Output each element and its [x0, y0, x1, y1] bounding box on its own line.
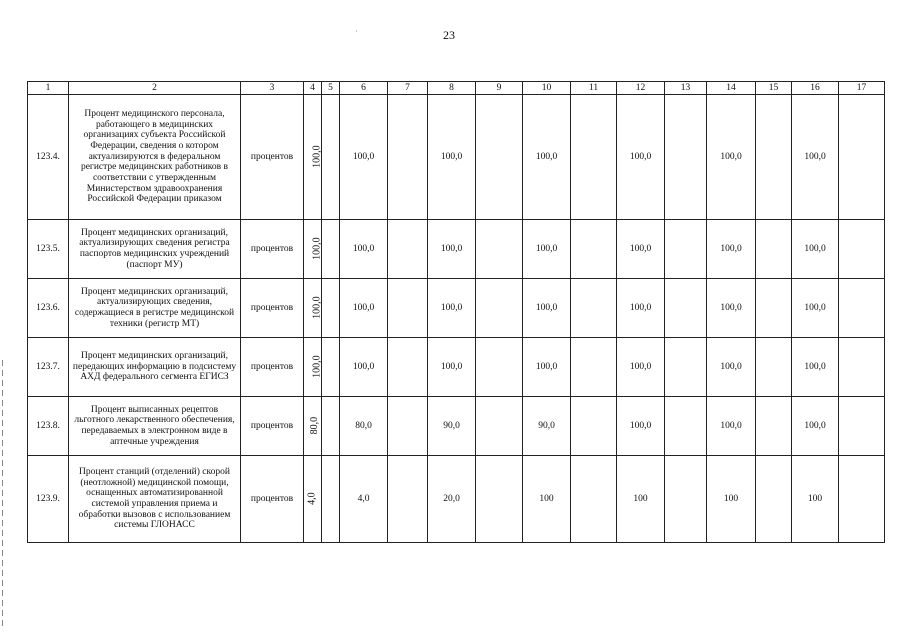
base-value-cell — [304, 95, 322, 220]
empty-cell — [665, 456, 707, 543]
empty-cell — [322, 338, 340, 397]
indicator-description: Процент станций (отделений) скорой (неотложной) медицинской помощи, оснащенных автоматизированной системой управления приема и обработки вызовов с использованием системы ГЛОНАСС — [69, 456, 241, 543]
value-cell: 100 — [707, 456, 756, 543]
header-cell: 17 — [839, 82, 885, 95]
value-cell: 100,0 — [617, 279, 665, 338]
value-cell: 100,0 — [617, 338, 665, 397]
header-cell: 7 — [388, 82, 428, 95]
empty-cell — [322, 279, 340, 338]
value-cell: 100,0 — [523, 338, 571, 397]
base-value-cell — [304, 279, 322, 338]
indicator-description: Процент медицинского персонала, работающего в медицинских организациях субъекта Российской Федерации, сведения о котором актуализируются в федеральном регистре медицинских работников в соответствии с утвержденным Министерством здравоохранения Российской Федерации приказом — [69, 95, 241, 220]
empty-cell — [388, 397, 428, 456]
header-cell: 2 — [69, 82, 241, 95]
table-row — [28, 220, 885, 279]
empty-cell — [756, 220, 792, 279]
value-cell: 100,0 — [792, 279, 839, 338]
value-cell: 100,0 — [792, 338, 839, 397]
empty-cell — [476, 95, 523, 220]
empty-cell — [571, 456, 617, 543]
value-cell: 100,0 — [523, 95, 571, 220]
empty-cell — [571, 95, 617, 220]
unit-cell: процентов — [241, 397, 304, 456]
value-cell: 100,0 — [707, 220, 756, 279]
header-cell: 14 — [707, 82, 756, 95]
base-value: 80,0 — [309, 417, 321, 435]
header-cell: 4 — [304, 82, 322, 95]
empty-cell — [476, 279, 523, 338]
empty-cell — [756, 397, 792, 456]
value-cell: 100,0 — [617, 397, 665, 456]
value-cell: 100,0 — [707, 397, 756, 456]
value-cell: 100,0 — [340, 220, 388, 279]
value-cell: 4,0 — [340, 456, 388, 543]
value-cell: 80,0 — [340, 397, 388, 456]
row-number: 123.5. — [28, 220, 69, 279]
base-value-cell — [304, 456, 322, 543]
empty-cell — [839, 338, 885, 397]
value-cell: 90,0 — [428, 397, 476, 456]
empty-cell — [476, 397, 523, 456]
empty-cell — [571, 220, 617, 279]
empty-cell — [322, 456, 340, 543]
header-cell: 12 — [617, 82, 665, 95]
scan-edge-artifact — [2, 360, 3, 630]
indicator-description: Процент медицинских организаций, передающих информацию в подсистему АХД федерального сегмента ЕГИСЗ — [69, 338, 241, 397]
indicator-description: Процент медицинских организаций, актуализирующих сведения регистра паспортов медицинских учреждений (паспорт МУ) — [69, 220, 241, 279]
empty-cell — [839, 456, 885, 543]
base-value: 4,0 — [306, 492, 318, 506]
empty-cell — [756, 279, 792, 338]
value-cell: 100,0 — [617, 220, 665, 279]
indicator-description: Процент медицинских организаций, актуализирующих сведения, содержащиеся в регистре медицинской техники (регистр МТ) — [69, 279, 241, 338]
value-cell: 100,0 — [523, 220, 571, 279]
value-cell: 100 — [617, 456, 665, 543]
table-row — [28, 338, 885, 397]
empty-cell — [476, 338, 523, 397]
value-cell: 100,0 — [792, 397, 839, 456]
unit-cell: процентов — [241, 220, 304, 279]
value-cell: 100,0 — [428, 95, 476, 220]
empty-cell — [476, 220, 523, 279]
empty-cell — [756, 95, 792, 220]
row-number: 123.8. — [28, 397, 69, 456]
header-cell: 9 — [476, 82, 523, 95]
value-cell: 100,0 — [340, 95, 388, 220]
table-row — [28, 397, 885, 456]
base-value: 100,0 — [311, 296, 323, 320]
value-cell: 100,0 — [428, 279, 476, 338]
header-cell: 8 — [428, 82, 476, 95]
empty-cell — [839, 397, 885, 456]
empty-cell — [839, 220, 885, 279]
empty-cell — [756, 456, 792, 543]
header-cell: 13 — [665, 82, 707, 95]
row-number: 123.6. — [28, 279, 69, 338]
scan-speck: · — [355, 27, 358, 36]
empty-cell — [388, 456, 428, 543]
value-cell: 100 — [792, 456, 839, 543]
row-number: 123.7. — [28, 338, 69, 397]
unit-cell: процентов — [241, 95, 304, 220]
value-cell: 100 — [523, 456, 571, 543]
value-cell: 100,0 — [428, 220, 476, 279]
value-cell: 90,0 — [523, 397, 571, 456]
empty-cell — [665, 220, 707, 279]
empty-cell — [839, 279, 885, 338]
empty-cell — [571, 279, 617, 338]
value-cell: 100,0 — [792, 95, 839, 220]
table-row — [28, 95, 885, 220]
empty-cell — [571, 338, 617, 397]
empty-cell — [756, 338, 792, 397]
header-cell: 16 — [792, 82, 839, 95]
unit-cell: процентов — [241, 279, 304, 338]
value-cell: 100,0 — [707, 279, 756, 338]
base-value-cell — [304, 397, 322, 456]
value-cell: 100,0 — [428, 338, 476, 397]
empty-cell — [322, 397, 340, 456]
value-cell: 100,0 — [707, 338, 756, 397]
empty-cell — [388, 279, 428, 338]
header-cell: 3 — [241, 82, 304, 95]
empty-cell — [839, 95, 885, 220]
indicator-description: Процент выписанных рецептов льготного лекарственного обеспечения, передаваемых в электронном виде в аптечные учреждения — [69, 397, 241, 456]
value-cell: 100,0 — [340, 338, 388, 397]
header-cell: 15 — [756, 82, 792, 95]
base-value-cell — [304, 220, 322, 279]
value-cell: 100,0 — [340, 279, 388, 338]
header-cell: 1 — [28, 82, 69, 95]
empty-cell — [322, 220, 340, 279]
empty-cell — [476, 456, 523, 543]
table-header-row — [28, 82, 885, 95]
row-number: 123.4. — [28, 95, 69, 220]
header-cell: 5 — [322, 82, 340, 95]
base-value: 100,0 — [311, 145, 323, 169]
empty-cell — [665, 95, 707, 220]
header-cell: 11 — [571, 82, 617, 95]
row-number: 123.9. — [28, 456, 69, 543]
empty-cell — [571, 397, 617, 456]
table-row — [28, 279, 885, 338]
unit-cell: процентов — [241, 338, 304, 397]
value-cell: 100,0 — [707, 95, 756, 220]
empty-cell — [665, 338, 707, 397]
page-number: 23 — [443, 28, 455, 42]
empty-cell — [665, 279, 707, 338]
unit-cell: процентов — [241, 456, 304, 543]
base-value: 100,0 — [311, 355, 323, 379]
empty-cell — [388, 338, 428, 397]
header-cell: 10 — [523, 82, 571, 95]
value-cell: 100,0 — [523, 279, 571, 338]
empty-cell — [322, 95, 340, 220]
value-cell: 20,0 — [428, 456, 476, 543]
base-value: 100,0 — [311, 237, 323, 261]
empty-cell — [388, 220, 428, 279]
indicators-table — [27, 81, 885, 543]
base-value-cell — [304, 338, 322, 397]
header-cell: 6 — [340, 82, 388, 95]
empty-cell — [665, 397, 707, 456]
value-cell: 100,0 — [792, 220, 839, 279]
table-row — [28, 456, 885, 543]
empty-cell — [388, 95, 428, 220]
value-cell: 100,0 — [617, 95, 665, 220]
